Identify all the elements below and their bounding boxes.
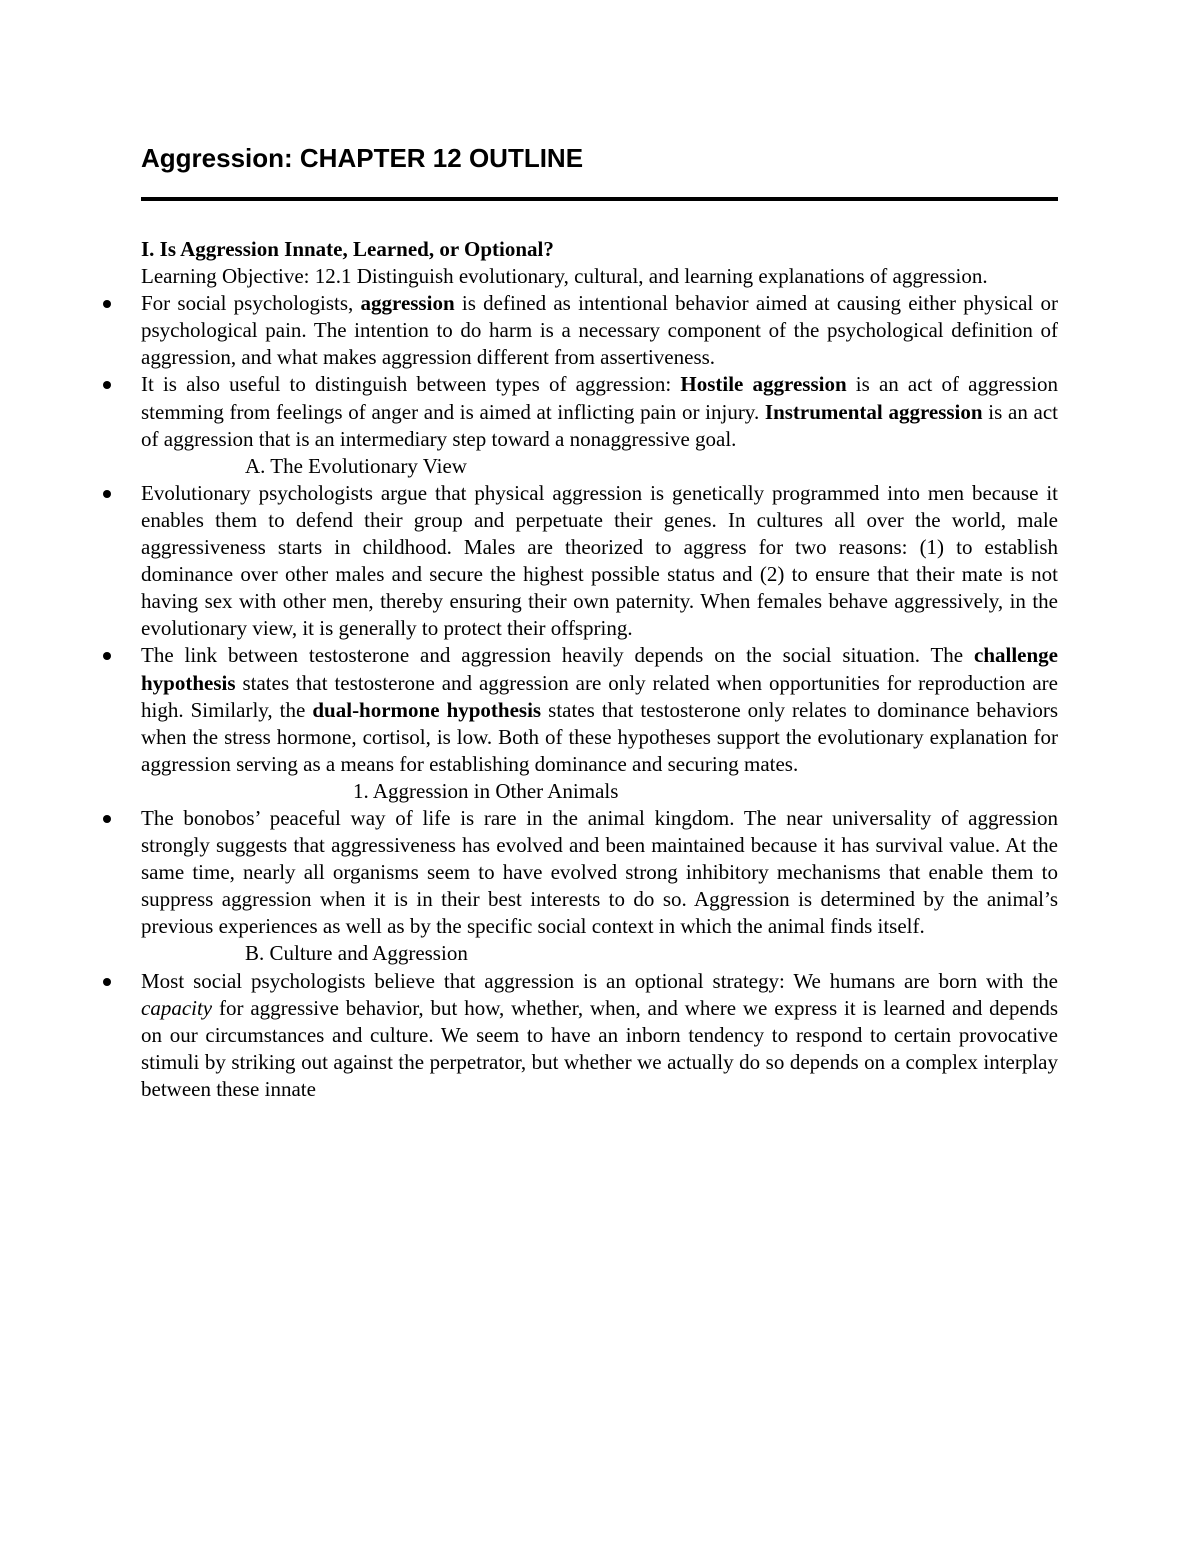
section-bullet-list (141, 290, 1058, 453)
bullet-text: Most social psychologists believe that aggression is an optional strategy: We humans are born with the (141, 968, 1058, 993)
bullet-icon (103, 381, 111, 389)
subsubsection-heading: 1. Aggression in Other Animals (353, 778, 619, 803)
list-item (141, 480, 1058, 643)
emphasized-term: capacity (141, 995, 213, 1020)
key-term: aggression (360, 291, 455, 316)
list-item (141, 371, 1058, 452)
bullet-icon (103, 490, 111, 498)
bullet-text: is an act of aggression that is an intermediary step toward a nonaggressive goal. (141, 399, 1058, 451)
bullet-text: For social psychologists, (141, 291, 361, 316)
bullet-text: is an act of aggression stemming from feelings of anger and is aimed at inflicting pain or injury. (141, 372, 1058, 424)
list-item (141, 805, 1058, 940)
key-term: Instrumental aggression (764, 399, 983, 424)
list-item (141, 642, 1058, 777)
key-term: Hostile aggression (680, 372, 847, 397)
subsection-bullet-list (141, 968, 1058, 1103)
subsection-bullet-list (141, 480, 1058, 778)
bullet-icon (103, 978, 111, 986)
subsection-heading: B. Culture and Aggression (245, 941, 468, 966)
bullet-text: for aggressive behavior, but how, whether, when, and where we express it is learned and depends on our circumstances and culture. We seem to have an inborn tendency to respond to certain provocative stimuli by striking out against the perpetrator, but whether we actually do so depends on a complex interplay between these innate (141, 995, 1058, 1101)
title-divider (141, 197, 1058, 201)
learning-objective: Learning Objective: 12.1 Distinguish evolutionary, cultural, and learning explanations of aggression. (141, 264, 988, 289)
bullet-text: The bonobos’ peaceful way of life is rare in the animal kingdom. The near universality of aggression strongly suggests that aggressiveness has evolved and been maintained because it has survival value. At the same time, nearly all organisms seem to have evolved strong inhibitory mechanisms that enable them to suppress aggression when it is in their best interests to do so. Aggression is determined by the animal’s previous experiences as well as by the specific social context in which the animal finds itself. (141, 805, 1058, 939)
bullet-text: Evolutionary psychologists argue that physical aggression is genetically programmed into men because it enables them to defend their group and perpetuate their genes. In cultures all over the world, male aggressiveness starts in childhood. Males are theorized to aggress for two reasons: (1) to establish dominance over other males and secure the highest possible status and (2) to ensure that their mate is not having sex with other men, thereby ensuring their own paternity. When females behave aggressively, in the evolutionary view, it is generally to protect their offspring. (141, 480, 1058, 641)
bullet-text: states that testosterone only relates to dominance behaviors when the stress hormone, cortisol, is low. Both of these hypotheses support the evolutionary explanation for aggression serving as a means for establishing dominance and securing mates. (141, 697, 1059, 776)
bullet-icon (103, 815, 111, 823)
document-page (141, 138, 1058, 1103)
list-item (141, 290, 1058, 371)
list-item (141, 968, 1058, 1103)
bullet-text: is defined as intentional behavior aimed at causing either physical or psychological pain. The intention to do harm is a necessary component of the psychological definition of aggression, and what makes aggression different from assertiveness. (141, 291, 1058, 370)
key-term: challenge hypothesis (141, 643, 1058, 695)
bullet-text: states that testosterone and aggression are only related when opportunities for reproduction are high. Similarly, the (141, 670, 1058, 722)
bullet-icon (103, 652, 111, 660)
section-heading: I. Is Aggression Innate, Learned, or Optional? (141, 237, 554, 261)
key-term: dual-hormone hypothesis (312, 697, 542, 722)
subsubsection-bullet-list (141, 805, 1058, 940)
subsection-heading: A. The Evolutionary View (245, 453, 467, 478)
bullet-text: The link between testosterone and aggression heavily depends on the social situation. The (141, 643, 974, 668)
bullet-icon (103, 300, 111, 308)
bullet-text: It is also useful to distinguish between types of aggression: (141, 372, 681, 397)
document-title: Aggression: CHAPTER 12 OUTLINE (141, 143, 584, 173)
